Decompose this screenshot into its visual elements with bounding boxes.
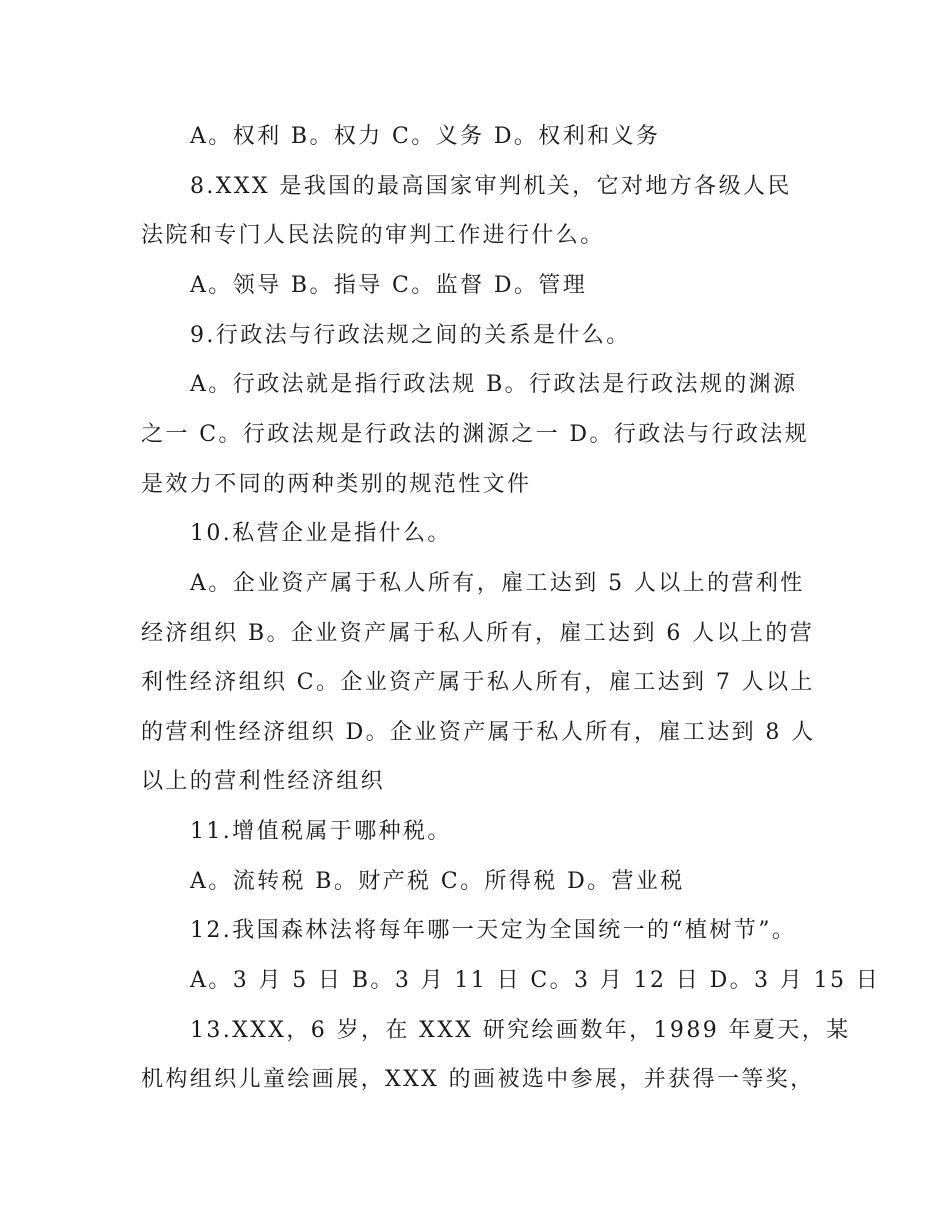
q8-question-line-2: 法院和专门人民法院的审判工作进行什么。 [141, 223, 605, 248]
q11-question: 11.增值税属于哪种税。 [190, 819, 452, 844]
q9-options-line-1: A。行政法就是指行政法规 B。行政法是行政法规的渊源 [190, 372, 798, 397]
q10-question: 10.私营企业是指什么。 [190, 521, 452, 546]
q10-options-line-4: 的营利性经济组织 D。企业资产属于私人所有，雇工达到 8 人 [141, 720, 816, 745]
q13-question-line-2: 机构组织儿童绘画展，XXX 的画被选中参展，并获得一等奖， [141, 1067, 815, 1092]
q8-options: A。领导 B。指导 C。监督 D。管理 [190, 273, 588, 298]
q9-options-line-3: 是效力不同的两种类别的规范性文件 [141, 472, 532, 497]
q10-options-line-3: 利性经济组织 C。企业资产属于私人所有，雇工达到 7 人以上 [141, 670, 815, 695]
q12-options: A。3 月 5 日 B。3 月 11 日 C。3 月 12 日 D。3 月 15 日 [190, 968, 881, 993]
q11-options: A。流转税 B。财产税 C。所得税 D。营业税 [190, 869, 685, 894]
q8-question-line-1: 8.XXX 是我国的最高国家审判机关，它对地方各级人民 [190, 174, 792, 199]
q9-question: 9.行政法与行政法规之间的关系是什么。 [190, 323, 631, 348]
q9-options-line-2: 之一 C。行政法规是行政法的渊源之一 D。行政法与行政法规 [141, 422, 810, 447]
q13-question-line-1: 13.XXX，6 岁，在 XXX 研究绘画数年，1989 年夏天，某 [190, 1018, 851, 1043]
q10-options-line-5: 以上的营利性经济组织 [141, 769, 386, 794]
q12-question: 12.我国森林法将每年哪一天定为全国统一的“植树节”。 [190, 918, 797, 943]
q10-options-line-2: 经济组织 B。企业资产属于私人所有，雇工达到 6 人以上的营 [141, 621, 815, 646]
q10-options-line-1: A。企业资产属于私人所有，雇工达到 5 人以上的营利性 [190, 571, 805, 596]
q7-options: A。权利 B。权力 C。义务 D。权利和义务 [190, 124, 661, 149]
